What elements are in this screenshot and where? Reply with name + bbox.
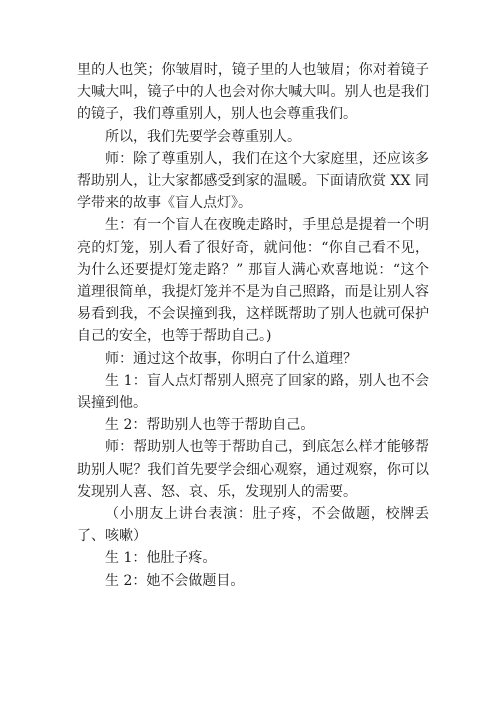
- paragraph-teacher-question: 师：通过这个故事，你明白了什么道理？: [105, 350, 357, 367]
- paragraph-teacher-intro: 师：除了尊重别人，我们在这个大家庭里，还应该多帮助别人，让大家都感受到家的温暖。下面请欣赏 XX 同学带来的故事《盲人点灯》。: [77, 150, 429, 212]
- paragraph-student-1-answer: 生 1：盲人点灯帮别人照亮了回家的路，别人也不会误撞到他。: [77, 372, 429, 412]
- document-page: [77, 59, 429, 592]
- paragraph-mirror: 里的人也笑；你皱眉时，镜子里的人也皱眉；你对着镜子大喊大叫，镜子中的人也会对你大喊大叫。别人也是我们的镜子，我们尊重别人，别人也会尊重我们。: [77, 62, 429, 123]
- paragraph-student-1-observe: 生 1：他肚子疼。: [105, 550, 217, 567]
- paragraph-student-2-observe: 生 2：她不会做题目。: [105, 572, 245, 589]
- paragraph-teacher-observe: 师：帮助别人也等于帮助自己，到底怎么样才能够帮助别人呢？我们首先要学会细心观察，通过观察，你可以发现别人喜、怒、哀、乐，发现别人的需要。: [77, 439, 429, 500]
- paragraph-story: 生：有一个盲人在夜晚走路时，手里总是提着一个明亮的灯笼，别人看了很好奇，就问他：“你自己看不见，为什么还要提灯笼走路？” 那盲人满心欢喜地说：“这个道理很简单，我提灯笼并不是为自己照路，而是让别人容易看到我，不会误撞到我，这样既帮助了别人也就可保护自己的安全，也等于帮助自己。): [77, 217, 429, 345]
- paragraph-respect: 所以，我们先要学会尊重别人。: [105, 128, 301, 145]
- paragraph-stage-direction: （小朋友上讲台表演：肚子疼，不会做题，校牌丢了、咳嗽）: [77, 506, 429, 545]
- paragraph-student-2-answer: 生 2：帮助别人也等于帮助自己。: [105, 417, 315, 434]
